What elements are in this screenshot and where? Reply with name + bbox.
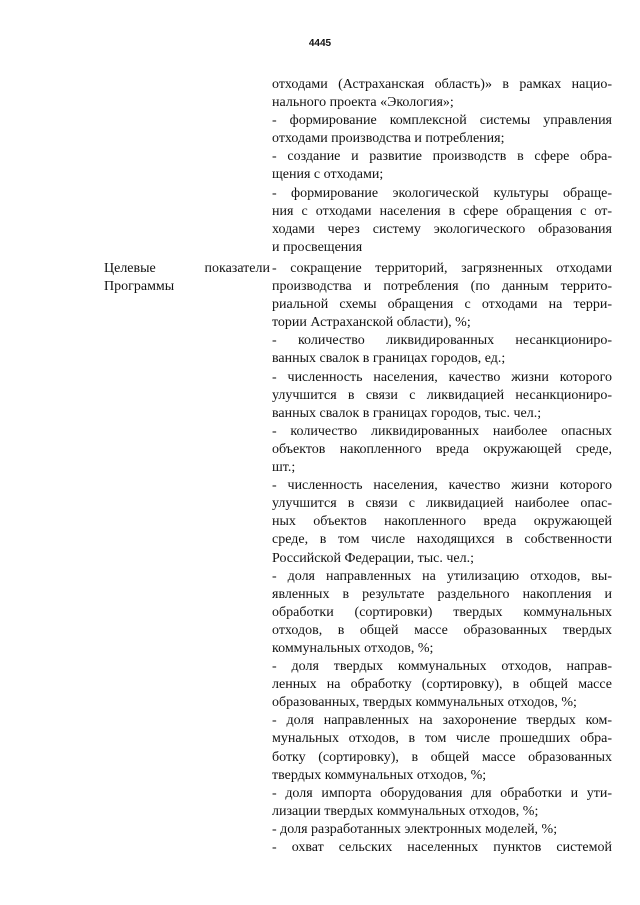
- text-line: лизации твердых коммунальных отходов, %;: [272, 803, 539, 819]
- text-line: отходов, в общей массе образованных твердых: [272, 622, 612, 638]
- text-line: твердых коммунальных отходов, %;: [272, 767, 487, 783]
- text-line: обработки (сортировки) твердых коммунальных: [272, 604, 612, 620]
- text-line: нального проекта «Экология»;: [272, 95, 454, 111]
- text-line: ния с отходами населения в сфере обращения с от-: [272, 203, 612, 219]
- text-line: улучшится в связи с ликвидацией несанкциониро-: [272, 387, 612, 403]
- text-line: - формирование комплексной системы управления: [272, 113, 612, 129]
- text-line: ванных свалок в границах городов, тыс. чел.;: [272, 405, 542, 421]
- text-line: - охват сельских населенных пунктов системой: [272, 840, 612, 855]
- text-line: - количество ликвидированных несанкциониро-: [272, 333, 612, 349]
- text-line: - численность населения, качество жизни которого: [272, 478, 612, 494]
- text-line: - доля разработанных электронных моделей, %;: [272, 821, 558, 837]
- text-line: - создание и развитие производств в сфере обра-: [272, 149, 612, 165]
- text-line: ных объектов накопленного вреда окружающей: [272, 514, 612, 530]
- text-line: ходами через систему экологического образования: [272, 221, 612, 237]
- text-line: ботку (сортировку), в общей массе образованных: [272, 749, 612, 765]
- text-line: мунальных отходов, в том числе прошедших обра-: [272, 731, 612, 747]
- text-line: коммунальных отходов, %;: [272, 640, 434, 656]
- text-line: - доля твердых коммунальных отходов, направ-: [272, 659, 612, 675]
- text-line: щения с отходами;: [272, 167, 384, 183]
- text-line: отходами (Астраханская область)» в рамках нацио-: [272, 77, 612, 92]
- text-line: Программы: [104, 279, 175, 295]
- target-indicators-text: [272, 260, 612, 857]
- page-number: 4445: [308, 38, 332, 49]
- text-line: Целевые показатели: [104, 261, 270, 276]
- text-line: ванных свалок в границах городов, ед.;: [272, 351, 506, 367]
- text-line: - сокращение территорий, загрязненных отходами: [272, 261, 612, 276]
- text-line: объектов накопленного вреда окружающей среде,: [272, 441, 612, 457]
- text-line: Российской Федерации, тыс. чел.;: [272, 550, 474, 566]
- text-line: - доля направленных на утилизацию отходов, вы-: [272, 568, 612, 584]
- text-line: - доля направленных на захоронение твердых ком-: [272, 713, 612, 729]
- text-line: шт.;: [272, 460, 296, 476]
- text-line: - формирование экологической культуры обраще-: [272, 185, 612, 201]
- text-line: улучшится в связи с ликвидацией наиболее опас-: [272, 496, 612, 512]
- text-line: среде, в том числе находящихся в собственности: [272, 532, 612, 548]
- program-tasks-text: [272, 76, 612, 257]
- text-line: риальной схемы обращения с отходами на терри-: [272, 297, 612, 313]
- text-line: - численность населения, качество жизни которого: [272, 369, 612, 385]
- text-line: явленных в результате раздельного накопления и: [272, 586, 612, 602]
- text-line: образованных, твердых коммунальных отходов, %;: [272, 695, 577, 711]
- text-line: ленных на обработку (сортировку), в общей массе: [272, 677, 612, 693]
- text-line: тории Астраханской области), %;: [272, 315, 471, 331]
- text-line: отходами производства и потребления;: [272, 131, 505, 147]
- text-line: - количество ликвидированных наиболее опасных: [272, 423, 612, 439]
- text-line: - доля импорта оборудования для обработки и ути-: [272, 785, 612, 801]
- text-line: производства и потребления (по данным террито-: [272, 279, 612, 295]
- row-label-target-indicators: [104, 260, 270, 296]
- text-line: и просвещения: [272, 239, 363, 255]
